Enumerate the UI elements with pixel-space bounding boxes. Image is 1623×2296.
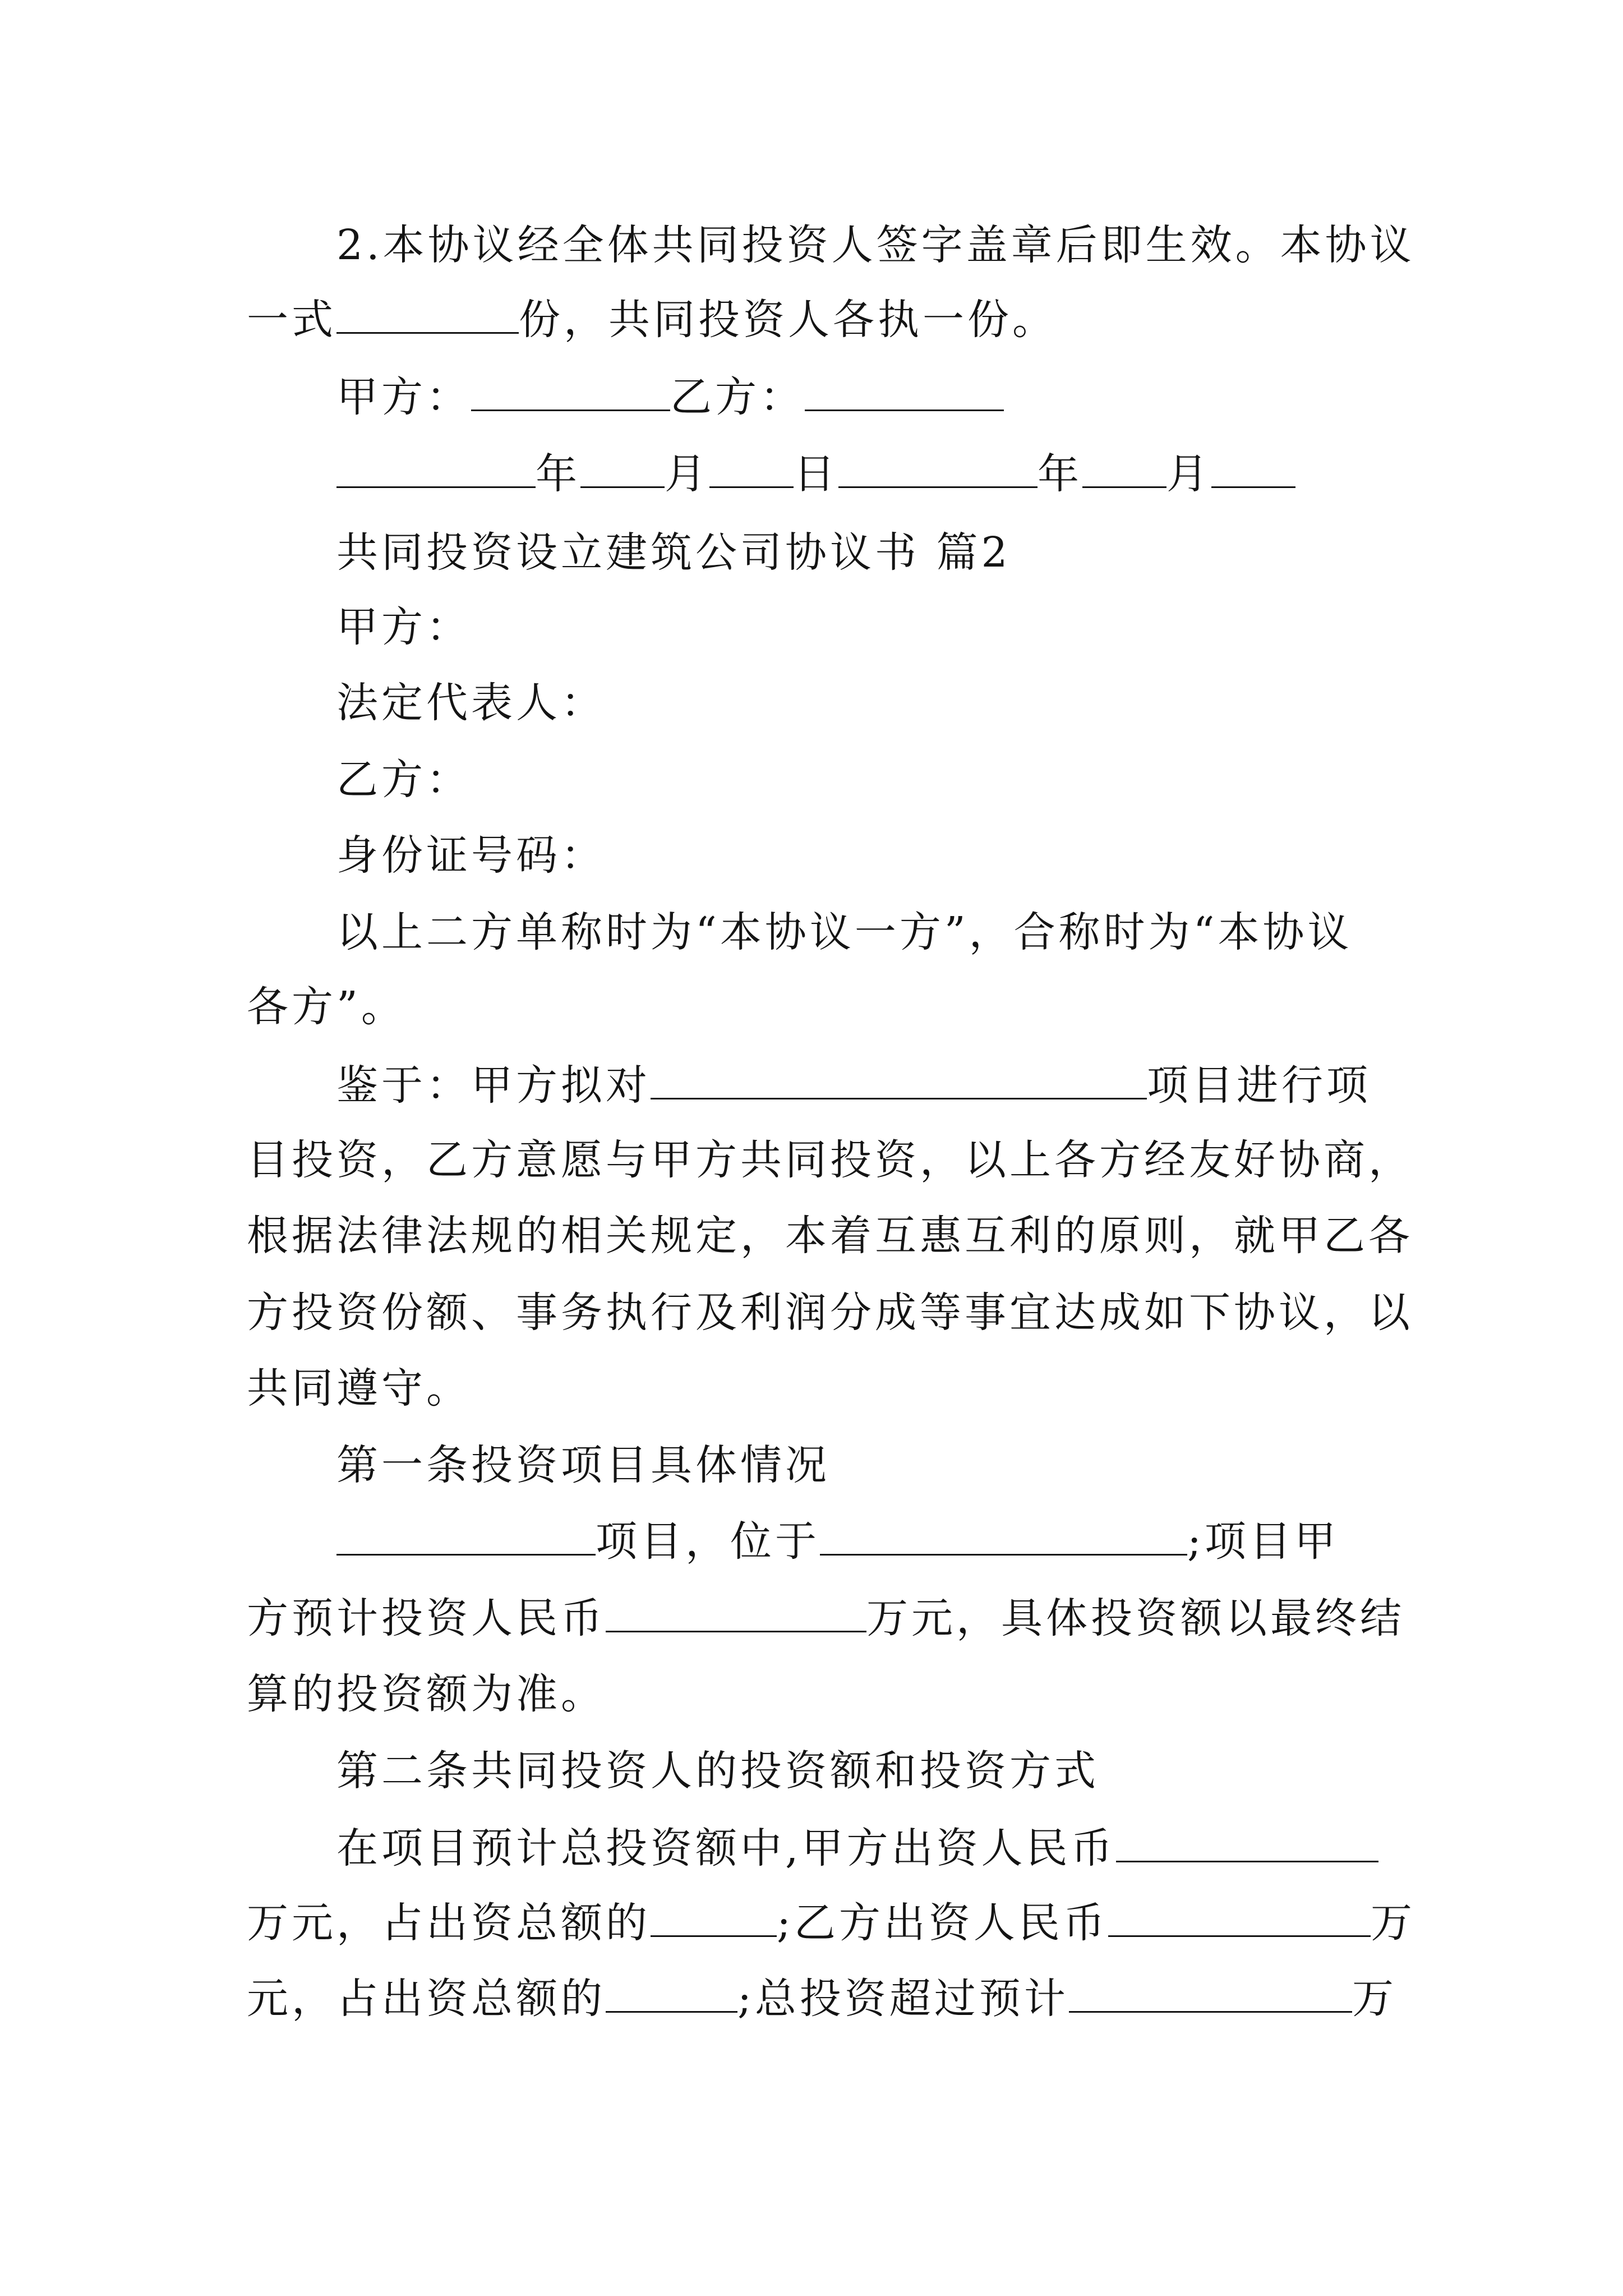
party-a-label: 甲方： bbox=[336, 603, 471, 651]
date-month-blank-b bbox=[1082, 449, 1166, 488]
date-year-blank-b bbox=[838, 449, 1038, 488]
party-b-label: 乙方： bbox=[336, 756, 471, 804]
legal-rep-label: 法定代表人： bbox=[336, 679, 606, 727]
party-naming-line-2: 各方”。 bbox=[247, 983, 406, 1031]
recital-line-1: 鉴于：甲方拟对 项目进行项 bbox=[336, 1061, 1371, 1110]
section-title: 共同投资设立建筑公司协议书 篇2 bbox=[336, 528, 1011, 577]
party-b-signature-blank bbox=[805, 372, 1004, 411]
party-b-contribution-blank bbox=[1108, 1898, 1371, 1937]
article-1-line-2: 方预计投资人民币 万元，具体投资额以最终结 bbox=[247, 1594, 1405, 1642]
date-day-blank-b bbox=[1211, 449, 1295, 488]
clause-effective-line-2: 一式 份，共同投资人各执一份。 bbox=[247, 296, 1057, 344]
party-a-contribution-blank bbox=[1116, 1823, 1378, 1862]
copies-blank bbox=[336, 295, 519, 334]
party-b-ratio-blank bbox=[606, 1973, 737, 2013]
project-name-blank bbox=[651, 1060, 1147, 1099]
article-2-line-3: 元，占出资总额的 ;总投资超过预计 万 bbox=[247, 1975, 1397, 2023]
project-blank bbox=[336, 1516, 596, 1556]
article-1-line-3: 算的投资额为准。 bbox=[247, 1670, 606, 1718]
clause-effective-line-1: 2.本协议经全体共同投资人签字盖章后即生效。本协议 bbox=[336, 221, 1415, 269]
estimated-investment-blank bbox=[606, 1593, 866, 1632]
date-year-blank-a bbox=[336, 449, 536, 488]
party-a-signature-blank bbox=[471, 372, 670, 411]
article-2-heading: 第二条共同投资人的投资额和投资方式 bbox=[336, 1747, 1099, 1795]
recital-line-3: 根据法律法规的相关规定，本着互惠互利的原则，就甲乙各 bbox=[247, 1212, 1413, 1260]
article-1-line-1: 项目，位于 ;项目甲 bbox=[336, 1513, 1391, 1570]
article-2-line-2: 万元，占出资总额的 ;乙方出资人民币 万 bbox=[247, 1899, 1415, 1947]
date-day-blank-a bbox=[709, 449, 794, 488]
article-2-line-1: 在项目预计总投资额中,甲方出资人民币 bbox=[336, 1820, 1391, 1876]
excess-investment-blank bbox=[1069, 1973, 1352, 2013]
recital-line-4: 方投资份额、事务执行及利润分成等事宜达成如下协议，以 bbox=[247, 1289, 1413, 1337]
party-naming-line-1: 以上二方单称时为“本协议一方”，合称时为“本协议 bbox=[336, 908, 1353, 956]
article-1-heading: 第一条投资项目具体情况 bbox=[336, 1441, 830, 1489]
recital-line-5: 共同遵守。 bbox=[247, 1364, 471, 1412]
date-month-blank-a bbox=[580, 449, 665, 488]
recital-line-2: 目投资，乙方意愿与甲方共同投资，以上各方经友好协商， bbox=[247, 1136, 1413, 1184]
location-blank bbox=[820, 1516, 1187, 1556]
signature-parties-line: 甲方： 乙方： bbox=[336, 369, 1391, 425]
signature-date-line: 年 月 日 年 月 bbox=[336, 446, 1391, 502]
id-number-label: 身份证号码： bbox=[336, 831, 606, 880]
party-a-ratio-blank bbox=[651, 1898, 777, 1937]
